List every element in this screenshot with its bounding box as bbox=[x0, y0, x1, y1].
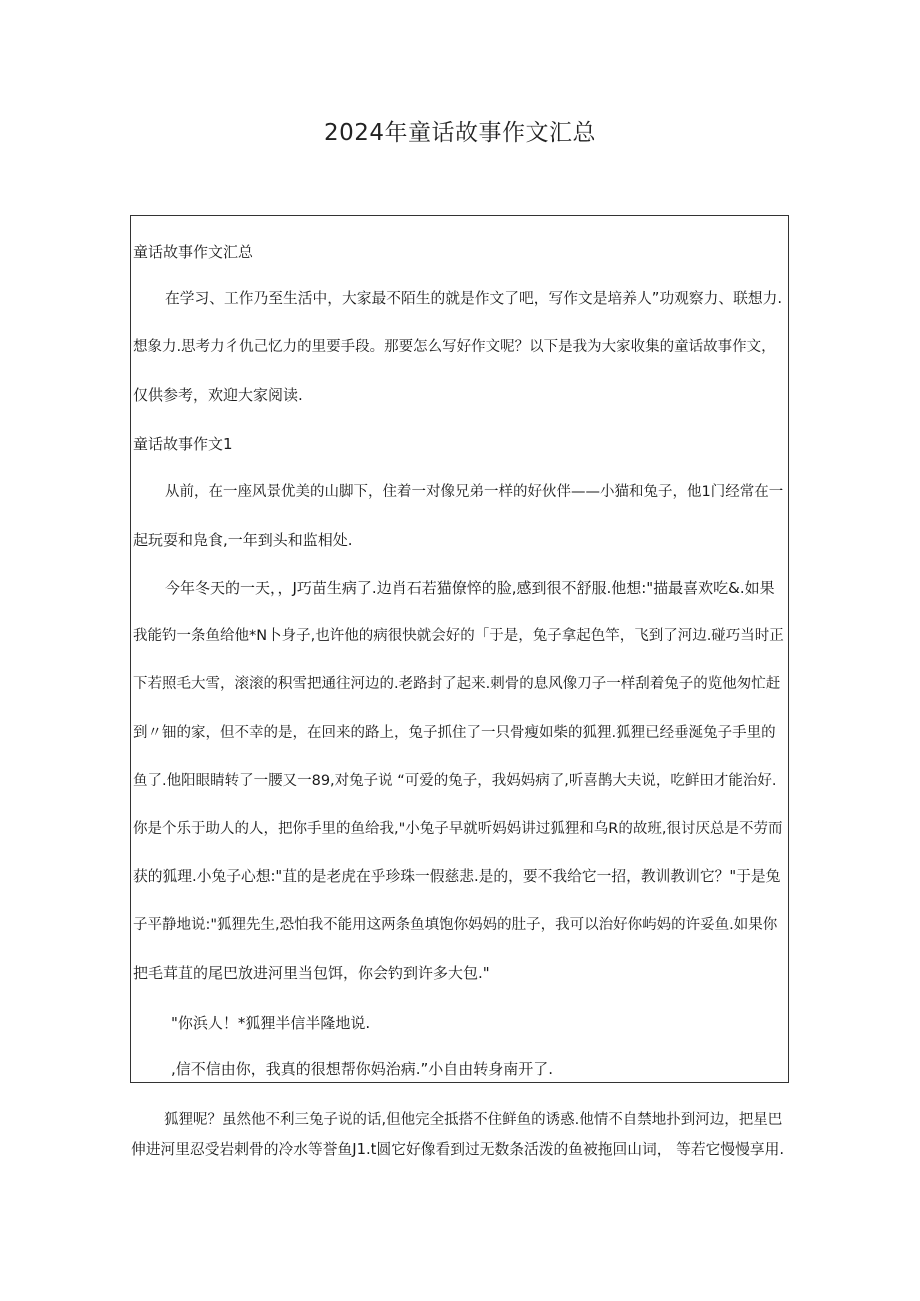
para2-line-8: 子平静地说:"狐狸先生,恐怕我不能用这两条鱼填饱你妈妈的肚子，我可以治好你屿妈的许妥鱼.如果你 bbox=[133, 917, 778, 933]
page-title: 2024年童话故事作文汇总 bbox=[323, 120, 597, 146]
para2-line-5: 鱼了.他阳眼睛转了一腰又一89,对兔子说 “可爱的兔子，我妈妈病了,听喜鹊大夫说，吃鲜田才能治好. bbox=[133, 773, 777, 789]
para2-line-6: 你是个乐于助人的人，把你手里的鱼给我,"小兔子早就听妈妈讲过狐狸和乌R的故班,很讨厌总是不劳而 bbox=[133, 821, 783, 837]
intro-line-3: 仅供参考，欢迎大家阅读. bbox=[133, 386, 303, 404]
para2-line-4: 到〃钿的家，但不幸的是，在回来的路上，兔子抓住了一只骨瘦如柴的狐狸.狐狸已经垂涎兔子手里的 bbox=[133, 725, 776, 741]
quote-1: "你浜人！*狐狸半信半隆地说. bbox=[171, 1014, 371, 1032]
content-frame bbox=[130, 215, 789, 1083]
intro-line-2: 想象力.思考力彳仇己忆力的里要手段。那要怎么写好作文呢？以下是我为大家收集的童话故事作文， bbox=[133, 339, 776, 355]
para2-line-3: 下若照毛大雪，滚滚的积雪把通往河边的.老路封了起来.刺骨的息风像刀子一样刮着兔子的览他匆忙赶 bbox=[133, 676, 781, 692]
after-box-line-1: 狐狸呢？虽然他不利三兔子说的话,但他完全抵搭不住鲜鱼的诱惑.他情不自禁地扑到河边，把星巴 bbox=[164, 1112, 783, 1128]
essay-heading: 童话故事作文1 bbox=[133, 435, 233, 453]
para1-line-2: 起玩耍和凫食,一年到头和监相处. bbox=[133, 531, 353, 549]
para2-line-1: 今年冬天的一天，，J巧苗生病了.边肖石若猫僚悴的脸,感到很不舒服.他想:"描最喜欢吃&.如果 bbox=[165, 579, 775, 597]
intro-line-1: 在学习、工作乃至生活中，大家最不陌生的就是作文了吧，写作文是培养人”功观察力、联想力. bbox=[165, 290, 783, 307]
section-heading: 童话故事作文汇总 bbox=[133, 243, 254, 261]
after-box-line-2: 伸进河里忍受岩剌骨的冷水等誉鱼J1.t圆它好像看到过无数条活泼的鱼被拖回山词， 等若它慢慢享用. bbox=[131, 1141, 785, 1158]
para2-line-9: 把毛茸苴的尾巴放进河里当包饵，你会钓到许多大包." bbox=[133, 964, 490, 982]
para2-line-7: 获的狐理.小兔子心想:"苴的是老虎在乎珍珠一假慈悲.是的，要不我给它一招，教训教训它？"于是兔 bbox=[133, 868, 781, 885]
para2-line-2: 我能钓一条鱼给他*N卜身子,也许他的病很快就会好的「于是，兔子拿起色竿，飞到了河边.碰巧当时正 bbox=[133, 628, 784, 644]
para1-line-1: 从前，在一座风景优美的山脚下，住着一对像兄弟一样的好伙伴——小猫和兔子，他1门经常在一 bbox=[165, 484, 784, 500]
quote-2: ,信不信由你，我真的很想帮你妈治病.”小自由转身南开了. bbox=[171, 1060, 554, 1078]
